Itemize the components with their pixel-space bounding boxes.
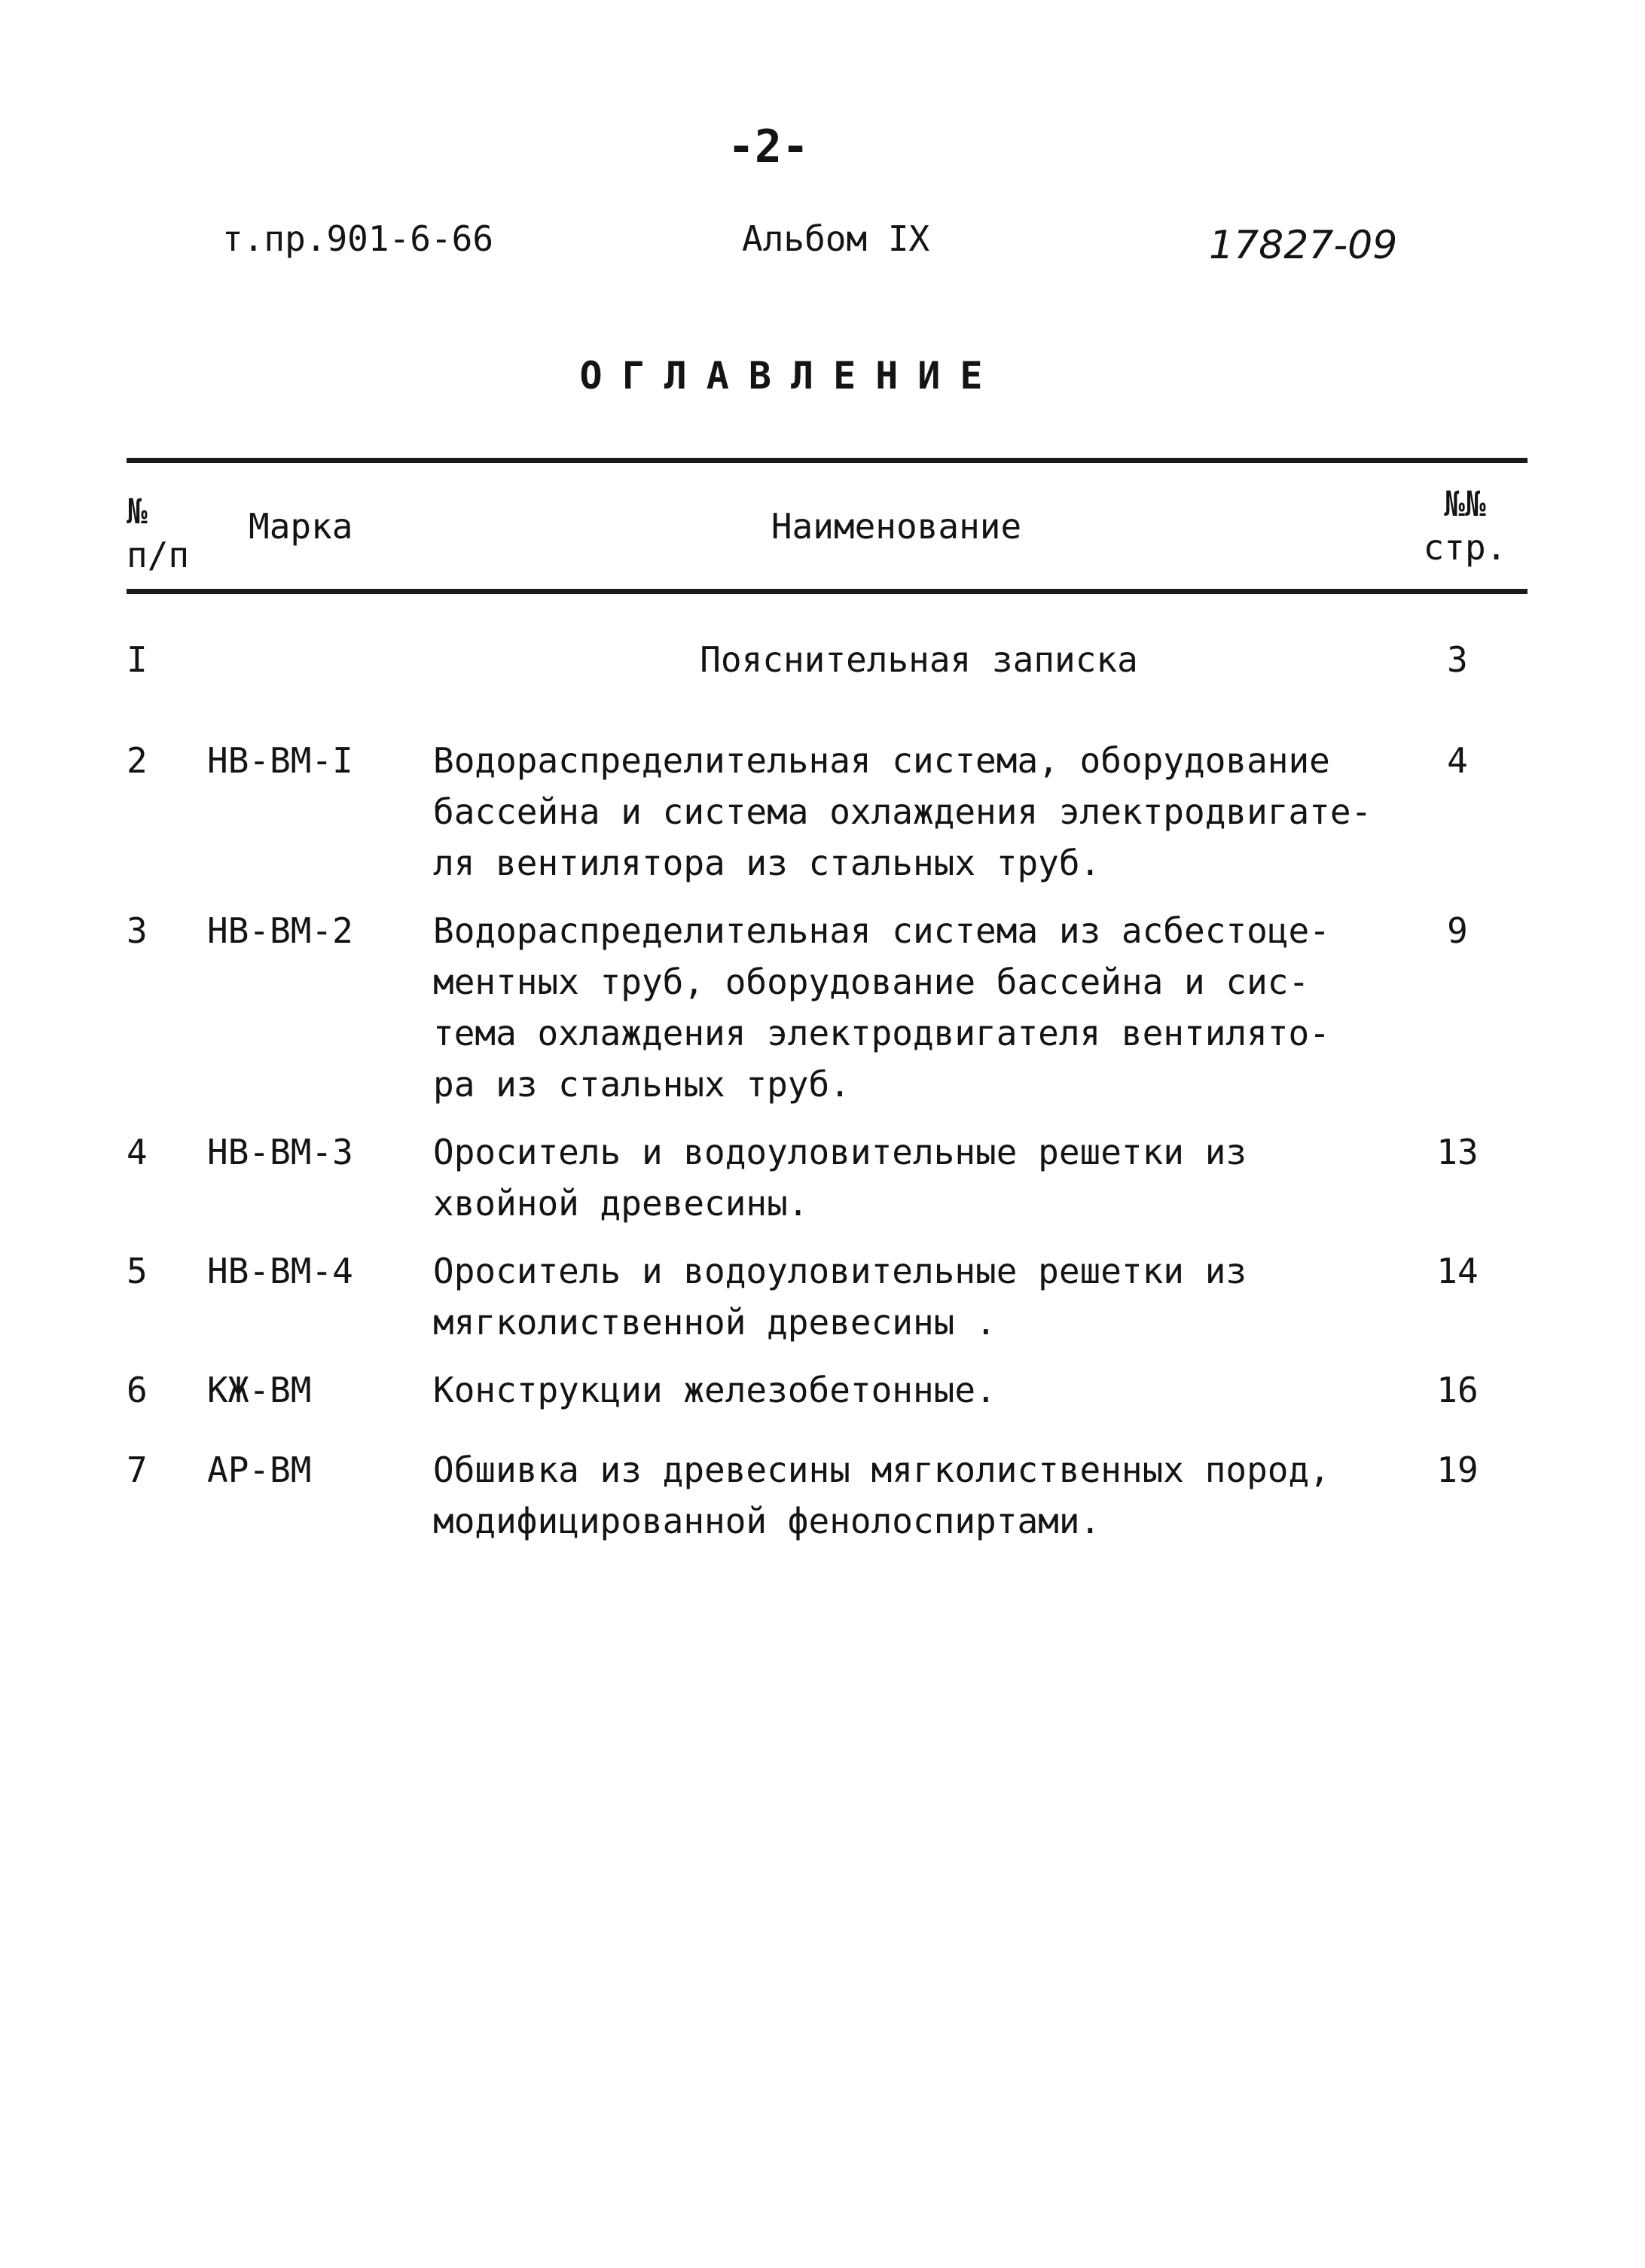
table-row xyxy=(0,1444,1645,1547)
column-header-number xyxy=(127,489,217,577)
row-page: 16 xyxy=(1436,1370,1479,1410)
row-name xyxy=(433,735,1405,889)
column-header-name: Наименование xyxy=(771,506,1022,547)
table-row xyxy=(0,735,1645,889)
row-name-line: хвойной древесины. xyxy=(433,1183,809,1224)
row-name-line: ра из стальных труб. xyxy=(433,1064,850,1105)
table-row xyxy=(0,905,1645,1110)
row-name-line: Обшивка из древесины мягколиственных пород, xyxy=(433,1450,1330,1490)
column-header-page-line1: №№ xyxy=(1444,483,1486,524)
row-number: 5 xyxy=(127,1251,148,1291)
table-body xyxy=(0,634,1645,1563)
page-title: ОГЛАВЛЕНИЕ xyxy=(579,354,1003,398)
row-name-line: Водораспределительная система, оборудование xyxy=(433,740,1330,781)
row-name-line: Ороситель и водоуловительные решетки из xyxy=(433,1132,1247,1172)
column-header-number-line2: п/п xyxy=(127,535,190,575)
row-page: 19 xyxy=(1436,1450,1479,1490)
table-header-rule xyxy=(127,589,1528,594)
row-name-line: ментных труб, оборудование бассейна и сис- xyxy=(433,962,1310,1002)
handwritten-number: 17827-09 xyxy=(1209,223,1398,268)
row-name xyxy=(433,1245,1405,1348)
row-name-line: Пояснительная записка xyxy=(700,639,1138,680)
table-row xyxy=(0,1126,1645,1229)
table-top-rule xyxy=(127,458,1528,463)
row-name xyxy=(433,1126,1405,1229)
row-name xyxy=(433,1364,1405,1416)
row-number: 6 xyxy=(127,1370,148,1410)
table-row xyxy=(0,1245,1645,1348)
column-header-page-line2: стр. xyxy=(1423,527,1507,568)
column-header-number-line1: № xyxy=(127,491,148,532)
row-name-line: Водораспределительная система из асбестоце- xyxy=(433,910,1330,951)
row-mark: КЖ-ВМ xyxy=(207,1370,312,1410)
row-name-line: Ороситель и водоуловительные решетки из xyxy=(433,1251,1247,1291)
album-label: Альбом IX xyxy=(742,218,930,259)
column-header-mark: Марка xyxy=(249,506,353,547)
row-mark: НВ-ВМ-3 xyxy=(207,1132,353,1172)
row-mark: АР-ВМ xyxy=(207,1450,312,1490)
column-header-page xyxy=(1416,482,1514,569)
table-row xyxy=(0,1364,1645,1416)
row-page: 9 xyxy=(1447,910,1468,951)
row-page: 13 xyxy=(1436,1132,1479,1172)
table-row xyxy=(0,634,1645,685)
row-name xyxy=(433,634,1405,685)
row-name-line: мягколиственной древесины . xyxy=(433,1302,996,1343)
row-name xyxy=(433,1444,1405,1547)
row-number: 7 xyxy=(127,1450,148,1490)
row-name-line: ля вентилятора из стальных труб. xyxy=(433,843,1101,883)
row-page: 3 xyxy=(1447,639,1468,680)
row-name xyxy=(433,905,1405,1110)
row-mark: НВ-ВМ-I xyxy=(207,740,353,781)
page-number: -2- xyxy=(727,120,810,173)
row-name-line: тема охлаждения электродвигателя вентилято- xyxy=(433,1013,1330,1053)
row-number: 3 xyxy=(127,910,148,951)
row-name-line: модифицированной фенолоспиртами. xyxy=(433,1501,1101,1541)
project-code: т.пр.901-6-66 xyxy=(222,218,494,259)
row-number: 2 xyxy=(127,740,148,781)
row-mark: НВ-ВМ-2 xyxy=(207,910,353,951)
row-name-line: бассейна и система охлаждения электродвигате- xyxy=(433,791,1372,832)
row-name-line: Конструкции железобетонные. xyxy=(433,1370,996,1410)
row-page: 4 xyxy=(1447,740,1468,781)
row-mark: НВ-ВМ-4 xyxy=(207,1251,353,1291)
row-number: I xyxy=(127,639,148,680)
row-page: 14 xyxy=(1436,1251,1479,1291)
row-number: 4 xyxy=(127,1132,148,1172)
